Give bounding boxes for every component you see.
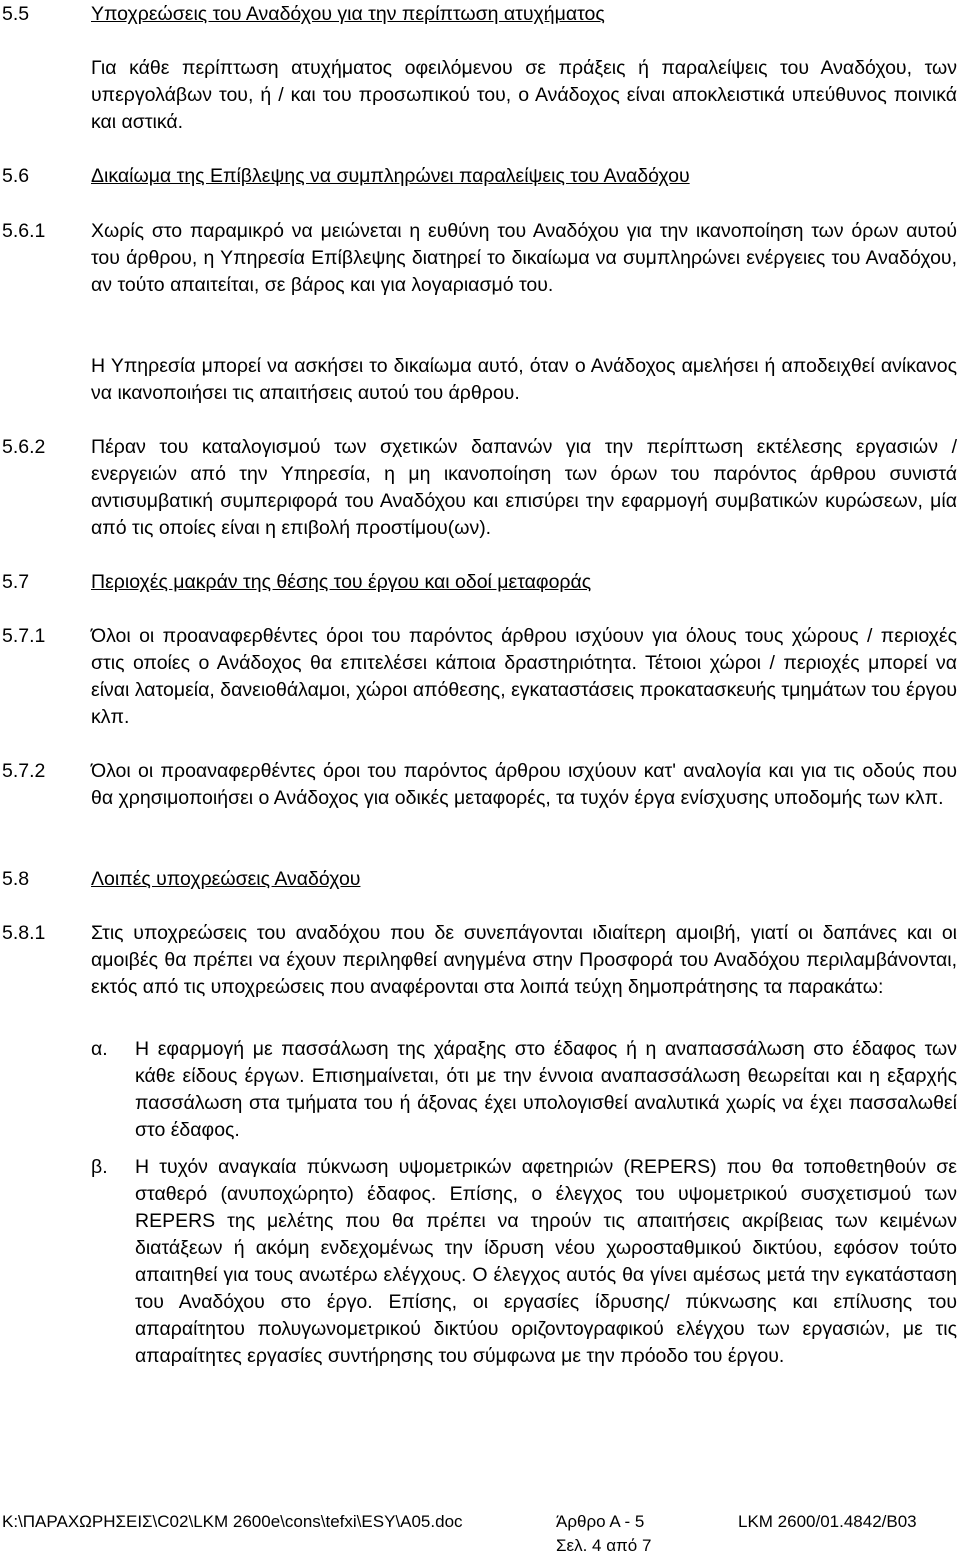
section-number: 5.7 — [2, 571, 30, 593]
section-title: Υποχρεώσεις του Αναδόχου για την περίπτωση ατυχήματος — [91, 3, 605, 25]
list-item-letter: β. — [91, 1156, 108, 1178]
clause-5-7-2-paragraph: Όλοι οι προαναφερθέντες όροι του παρόντος άρθρου ισχύουν κατ' αναλογία και για τις οδούς που θα χρησιμοποιήσει ο Ανάδοχος για οδικές μεταφορές, τα τυχόν έργα ενίσχυσης υποδομής των κλπ. — [91, 760, 957, 809]
section-title: Λοιπές υποχρεώσεις Αναδόχου — [91, 868, 361, 890]
clause-number: 5.7.2 — [2, 760, 46, 782]
clause-number: 5.7.1 — [2, 625, 46, 647]
section-number: 5.8 — [2, 868, 30, 890]
clause-number: 5.6.1 — [2, 220, 46, 242]
clause-number: 5.6.2 — [2, 436, 46, 458]
footer-document-code: LKM 2600/01.4842/B03 — [738, 1512, 917, 1531]
section-title: Περιοχές μακράν της θέσης του έργου και οδοί μεταφοράς — [91, 571, 592, 593]
clause-number: 5.8.1 — [2, 922, 46, 944]
list-item-letter: α. — [91, 1038, 108, 1060]
clause-5-6-1-paragraph: Χωρίς στο παραμικρό να μειώνεται η ευθύνη του Αναδόχου για την ικανοποίηση των όρων αυτού του άρθρου, η Υπηρεσία Επίβλεψης διατηρεί το δικαίωμα να συμπληρώνει ενέργειες του Αναδόχου, αν τούτο απαιτείται, σε βάρος και για λογαριασμό του. — [91, 220, 957, 296]
section-title: Δικαίωμα της Επίβλεψης να συμπληρώνει παραλείψεις του Αναδόχου — [91, 165, 690, 187]
footer-page-number: Σελ. 4 από 7 — [556, 1536, 652, 1555]
clause-5-6-1-paragraph-2: Η Υπηρεσία μπορεί να ασκήσει το δικαίωμα αυτό, όταν ο Ανάδοχος αμελήσει ή αποδειχθεί ανίκανος να ικανοποιήσει τις απαιτήσεις αυτού του άρθρου. — [91, 355, 957, 404]
clause-5-7-1-paragraph: Όλοι οι προαναφερθέντες όροι του παρόντος άρθρου ισχύουν για όλους τους χώρους / περιοχές στις οποίες ο Ανάδοχος θα επιτελέσει κάποια δραστηριότητα. Τέτοιοι χώροι / περιοχές μπορεί να είναι λατομεία, δανειοθάλαμοι, χώροι απόθεσης, εγκαταστάσεις προκατασκευής τμημάτων του έργου κλπ. — [91, 625, 957, 728]
list-item-text: Η τυχόν αναγκαία πύκνωση υψομετρικών αφετηριών (REPERS) που θα τοποθετηθούν σε σταθερό (ανυποχώρητο) έδαφος. Επίσης, ο έλεγχος του υψομετρικού συσχετισμού των REPERS της μελέτης που θα πρέπει να τηρούν τις απαιτήσεις ακρίβειας των κειμένων διατάξεων ή ακόμη ενδεχομένως την ίδρυση νέου χωροσταθμικού δικτύου, εφόσον τούτο απαιτηθεί για τους ανωτέρω ελέγχους. Ο έλεγχος αυτός θα γίνει αμέσως μετά την εγκατάσταση του Αναδόχου στο έργο. Επίσης, οι εργασίες ίδρυσης/ πύκνωσης και επίλυσης του απαραίτητου πολυγωνομετρικού δικτύου οριζοντογραφικού ελέγχου των εργασιών, με τις απαραίτητες εργασίες συντήρησης του σύμφωνα με την πρόοδο του έργου. — [135, 1156, 957, 1367]
footer-article: Άρθρο Α - 5 — [556, 1512, 645, 1531]
section-5-5-paragraph: Για κάθε περίπτωση ατυχήματος οφειλόμενου σε πράξεις ή παραλείψεις του Αναδόχου, των υπεργολάβων του, ή / και του προσωπικού του, ο Ανάδοχος είναι αποκλειστικά υπεύθυνος ποινικά και αστικά. — [91, 57, 957, 133]
section-number: 5.5 — [2, 3, 30, 25]
clause-5-8-1-paragraph: Στις υποχρεώσεις του αναδόχου που δε συνεπάγονται ιδιαίτερη αμοιβή, γιατί οι δαπάνες και οι αμοιβές θα πρέπει να έχουν περιληφθεί ανηγμένα στην Προσφορά του Αναδόχου περιλαμβάνονται, εκτός από τις υποχρεώσεις που αναφέρονται στα λοιπά τεύχη δημοπράτησης τα παρακάτω: — [91, 922, 957, 998]
footer-file-path: K:\ΠΑΡΑΧΩΡΗΣΕΙΣ\C02\LKM 2600e\cons\tefxi\ESY\A05.doc — [2, 1512, 463, 1531]
list-item-text: Η εφαρμογή με πασσάλωση της χάραξης στο έδαφος ή η αναπασσάλωση στο έδαφος των κάθε είδους έργων. Επισημαίνεται, ότι με την έννοια αναπασσάλωση θεωρείται και η εξαρχής πασσάλωση στα τμήματα του ή άξονας έχει υπολογισθεί αναλυτικά χωρίς να έχει πασσαλωθεί στο έδαφος. — [135, 1038, 957, 1141]
section-number: 5.6 — [2, 165, 30, 187]
clause-5-6-2-paragraph: Πέραν του καταλογισμού των σχετικών δαπανών για την περίπτωση εκτέλεσης εργασιών / ενεργειών από την Υπηρεσία, η μη ικανοποίηση των όρων του παρόντος άρθρου συνιστά αντισυμβατική συμπεριφορά του Αναδόχου και επισύρει την εφαρμογή συμβατικών κυρώσεων, μία από τις οποίες είναι η επιβολή προστίμου(ων). — [91, 436, 957, 539]
